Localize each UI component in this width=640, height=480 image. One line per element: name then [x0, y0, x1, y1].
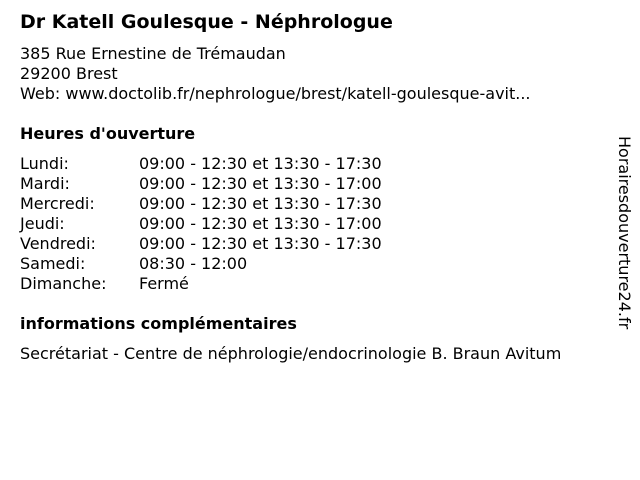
watermark-text: Horairesdouverture24.fr [615, 136, 634, 330]
day-label: Samedi: [20, 254, 86, 273]
day-label: Mercredi: [20, 194, 95, 213]
watermark [614, 136, 634, 372]
day-hours: 09:00 - 12:30 et 13:30 - 17:00 [139, 174, 382, 193]
additional-info-text: Secrétariat - Centre de néphrologie/endocrinologie B. Braun Avitum [20, 344, 562, 363]
opening-hours-heading: Heures d'ouverture [20, 124, 196, 143]
day-label: Lundi: [20, 154, 69, 173]
day-label: Dimanche: [20, 274, 107, 293]
day-label: Mardi: [20, 174, 70, 193]
day-label: Vendredi: [20, 234, 96, 253]
day-hours: 09:00 - 12:30 et 13:30 - 17:00 [139, 214, 382, 233]
page-title: Dr Katell Goulesque - Néphrologue [20, 11, 393, 33]
day-hours: 09:00 - 12:30 et 13:30 - 17:30 [139, 194, 382, 213]
day-hours: 08:30 - 12:00 [139, 254, 248, 273]
day-hours: 09:00 - 12:30 et 13:30 - 17:30 [139, 154, 382, 173]
day-label: Jeudi: [20, 214, 65, 233]
additional-info-heading: informations complémentaires [20, 314, 297, 333]
day-hours: 09:00 - 12:30 et 13:30 - 17:30 [139, 234, 382, 253]
address-street: 385 Rue Ernestine de Trémaudan [20, 44, 286, 63]
day-hours: Fermé [139, 274, 189, 293]
website-link[interactable]: Web: www.doctolib.fr/nephrologue/brest/katell-goulesque-avit... [20, 84, 531, 103]
address-city: 29200 Brest [20, 64, 118, 83]
